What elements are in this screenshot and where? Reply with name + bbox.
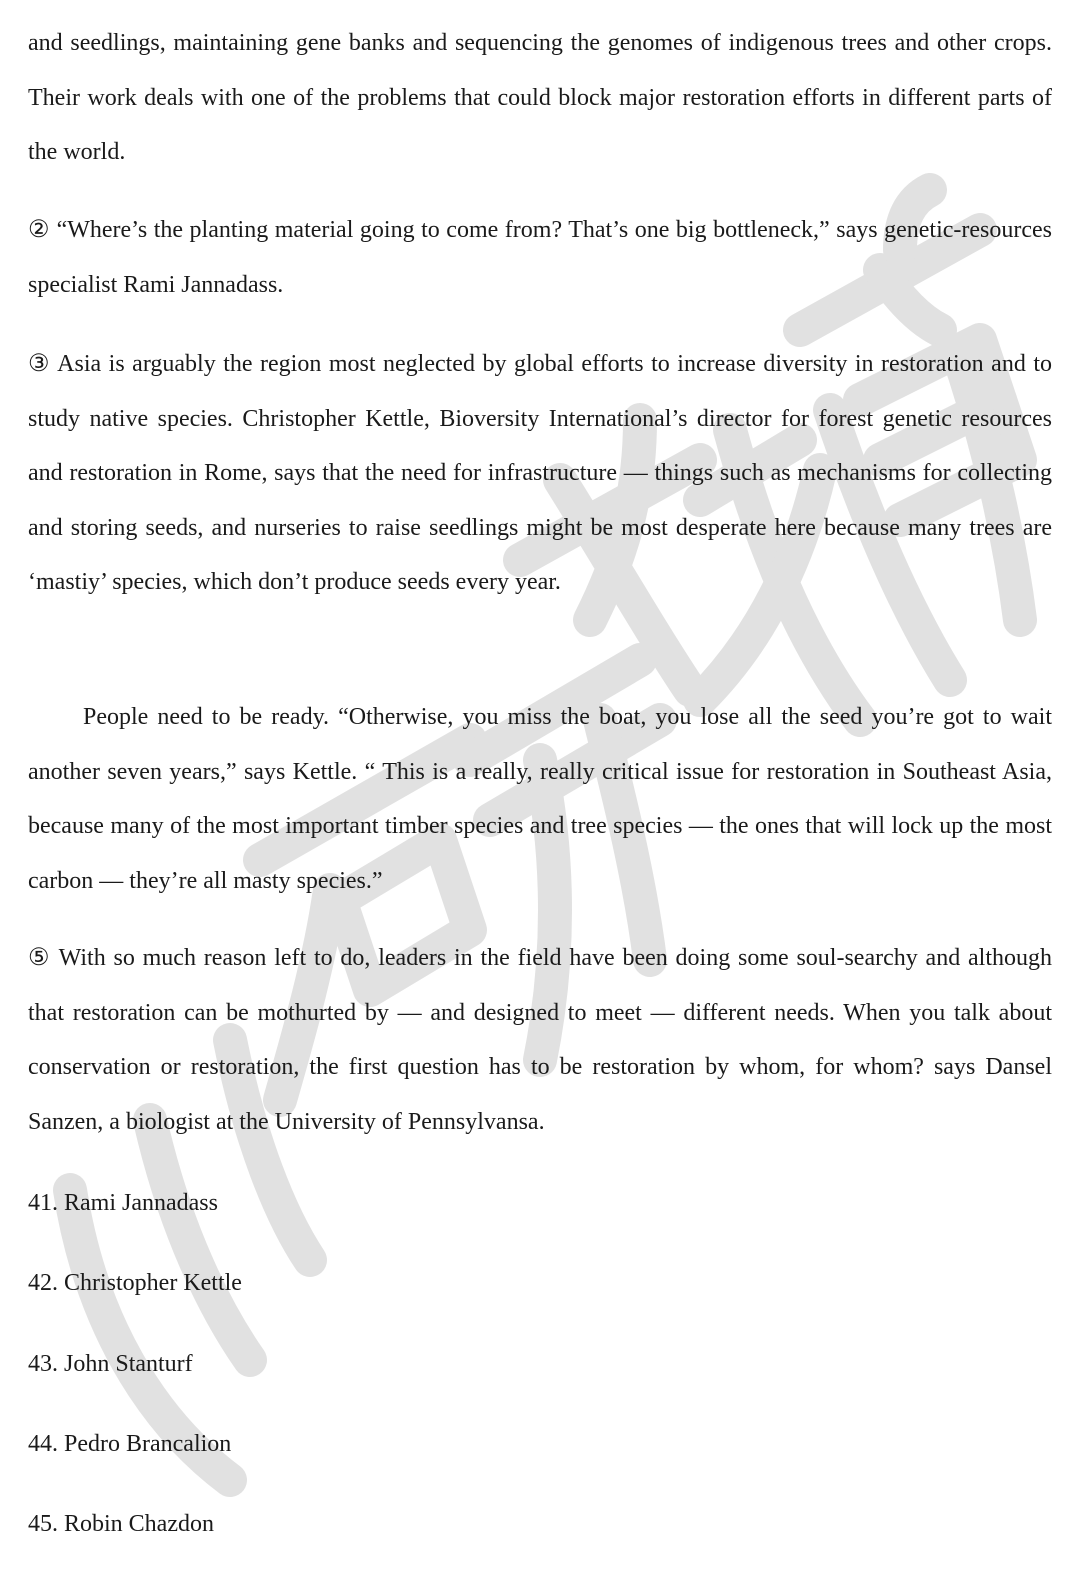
question-item-44: 44. Pedro Brancalion <box>28 1430 232 1457</box>
paragraph-3: ③ Asia is arguably the region most neglected by global efforts to increase diversity in restoration and to study native species. Christopher Kettle, Bioversity International’s director for forest genetic resources and restoration in Rome, says that the need for infrastructure — things such as mechanisms for collecting and storing seeds, and nurseries to raise seedlings might be most desperate here because many trees are ‘mastiy’ species, which don’t produce seeds every year. <box>28 351 1052 595</box>
question-item-41: 41. Rami Jannadass <box>28 1190 218 1216</box>
paragraph-5: ⑤ With so much reason left to do, leaders in the field have been doing some soul-searchy and although that restoration can be mothurted by — and designed to meet — different needs. When you talk about conservation or restoration, the first question has to be restoration by whom, for whom? says Dansel Sanzen, a biologist at the University of Pennsylvansa. <box>28 945 1052 1135</box>
paragraph-1: and seedlings, maintaining gene banks and sequencing the genomes of indigenous trees and other crops. Their work deals with one of the problems that could block major restoration efforts in different parts of the world. <box>28 30 1052 165</box>
paragraph-2: ② “Where’s the planting material going to come from? That’s one big bottleneck,” says genetic-resources specialist Rami Jannadass. <box>28 217 1052 298</box>
question-item-45: 45. Robin Chazdon <box>28 1511 214 1538</box>
paragraph-4: People need to be ready. “Otherwise, you miss the boat, you lose all the seed you’re got to wait another seven years,” says Kettle. “ This is a really, really critical issue for restoration in Southeast Asia, because many of the most important timber species and tree species — the ones that will lock up the most carbon — they’re all masty species.” <box>28 704 1052 894</box>
question-item-42: 42. Christopher Kettle <box>28 1270 242 1297</box>
question-list <box>28 1176 242 1577</box>
question-item-43: 43. John Stanturf <box>28 1350 193 1377</box>
